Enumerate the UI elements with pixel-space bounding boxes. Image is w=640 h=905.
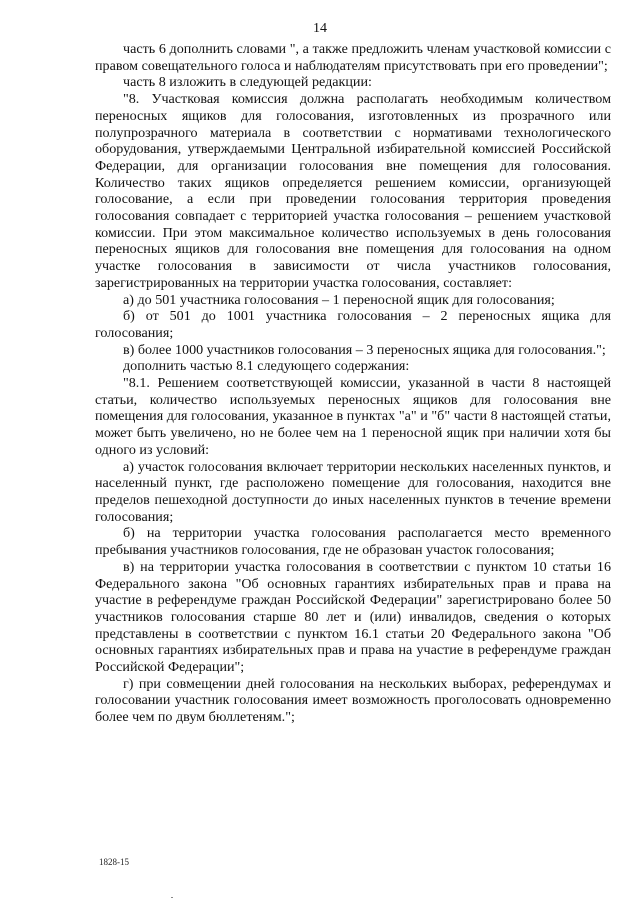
- paragraph-condition-a: а) участок голосования включает территории нескольких населенных пунктов, и населенный пункт, где расположено помещение для голосования, находится вне пределов пешеходной доступности до иных населенных пунктов в течение времени голосования;: [95, 458, 611, 525]
- paragraph-part8-1-text: "8.1. Решением соответствующей комиссии, указанной в части 8 настоящей статьи, количество используемых переносных ящиков для голосования вне помещения для голосования, указанное в пунктах "а" и "б" части 8 настоящей статьи, может быть увеличено, но не более чем на 1 переносной ящик при наличии хотя бы одного из условий:: [95, 375, 611, 458]
- scan-artifact: [171, 897, 173, 898]
- page-number: 14: [313, 21, 327, 36]
- paragraph-part8-text: "8. Участковая комиссия должна располагать необходимым количеством переносных ящиков для голосования, изготовленных из прозрачного или полупрозрачного материала в соответствии с нормативами технологического оборудования, утверждаемыми Центральной избирательной комиссией Российской Федерации, для организации голосования вне помещения для голосования. Количество таких ящиков определяется решением комиссии, организующей голосование, а если при проведении голосования территория проведения голосования совпадает с территорией участка голосования – решением участковой комиссии. При этом максимальное количество используемых в день голосования переносных ящиков для голосования вне помещения для голосования на одном участке голосования в зависимости от числа участников голосования, зарегистрированных на территории участка голосования, составляет:: [95, 91, 611, 291]
- paragraph-part8-1-intro: дополнить частью 8.1 следующего содержания:: [123, 358, 410, 375]
- paragraph-part6-amendment: часть 6 дополнить словами ", а также предложить членам участковой комиссии с правом совещательного голоса и наблюдателям присутствовать при его проведении";: [95, 41, 611, 74]
- paragraph-item-v: в) более 1000 участников голосования – 3 переносных ящика для голосования.";: [123, 341, 606, 358]
- paragraph-condition-v: в) на территории участка голосования в соответствии с пунктом 10 статьи 16 Федерального закона "Об основных гарантиях избирательных прав и права на участие в референдуме граждан Российской Федерации" зарегистрировано более 50 участников голосования старше 80 лет и (или) инвалидов, сведения о которых представлены в соответствии с пунктом 16.1 статьи 20 Федерального закона "Об основных гарантиях избирательных прав и права на участие в референдуме граждан Российской Федерации";: [95, 558, 611, 676]
- paragraph-item-b: б) от 501 до 1001 участника голосования – 2 переносных ящика для голосования;: [95, 308, 611, 341]
- paragraph-condition-b: б) на территории участка голосования располагается место временного пребывания участников голосования, где не образован участок голосования;: [95, 525, 611, 559]
- paragraph-part8-intro: часть 8 изложить в следующей редакции:: [123, 74, 372, 91]
- document-code: 1828-15: [99, 857, 129, 867]
- body-text: [95, 41, 611, 726]
- paragraph-item-a: а) до 501 участника голосования – 1 переносной ящик для голосования;: [123, 291, 555, 308]
- paragraph-condition-g: г) при совмещении дней голосования на нескольких выборах, референдумах и голосовании участник голосования имеет возможность проголосовать одновременно более чем по двум бюллетеням.";: [95, 675, 611, 726]
